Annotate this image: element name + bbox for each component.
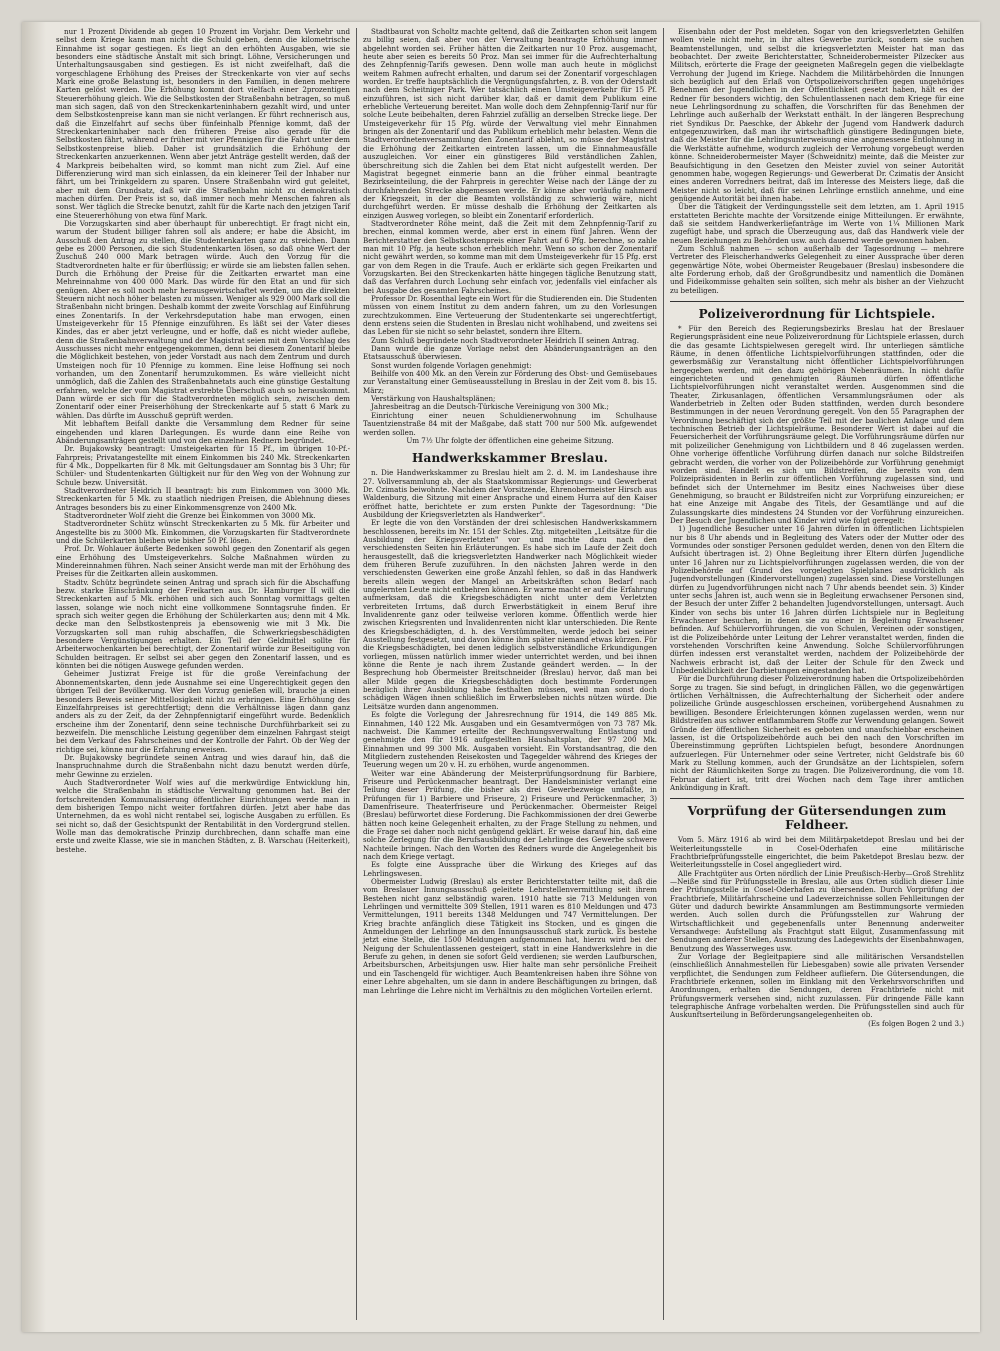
article-paragraph: Verstärkung von Haushaltsplänen; (371, 394, 496, 404)
article-paragraph: Weiter war eine Abänderung der Meisterprüfungsordnung für Barbiere, Friseure und Perückenmacher beantragt. Der Handelsminister verlangt eine Teilung dieser Prüfung, die bisher als drei Gewerbezweige umfaßte, in Prüfungen für 1) Barbiere und Friseure, 2) Friseure und Perückenmacher, 3) Damenfriseure. Theaterfriseure und Perückenmacher. Obermeister Reigel (Breslau) befürwortet diese Forderung. Die Fachkommissionen der drei Gewerbe hätten noch keine Gelegenheit erhalten, zu der Frage Stellung zu nehmen, und die Frage sei daher noch nicht genügend geklärt. Er weise darauf hin, daß eine solche Zerlegung für die Berufsausbildung der Lehrlinge des Gewerbe schwere Nachteile bringen. Nach den Worten des Redners wurde die Angelegenheit bis nach dem Kriege vertagt. (363, 768, 657, 861)
column-1 (50, 28, 357, 1320)
article-paragraph: Beihilfe von 400 Mk. an den Verein zur Förderung des Obst- und Gemüsebaues zur Veranstaltung einer Gemüseausstellung in Breslau in der Zeit vom 8. bis 15. März; (363, 369, 657, 395)
centered-note: Um 7½ Uhr folgte der öffentlichen eine geheime Sitzung. (406, 435, 614, 445)
article-paragraph: Mit lebhaftem Beifall dankte die Versammlung dem Redner für seine eingehenden und klaren Darlegungen. Es wurde dann eine Reihe von Abänderungsanträgen gestellt und von den einzelnen Rednern begründet. (56, 419, 350, 445)
article-paragraph: Prof. Dr. Wohlauer äußerte Bedenken sowohl gegen den Zonentarif als gegen eine Erhöhung des Umsteigeverkehrs. Solche Maßnahmen würden zu Mindereinnahmen führen. Nach seiner Ansicht werde man mit der Erhöhung des Preises für die Zeitkarten allein auskommen. (56, 544, 350, 579)
article-paragraph: Es folgte eine Aussprache über die Wirkung des Krieges auf das Lehrlingswesen. (363, 860, 657, 878)
article-paragraph: Er legte die von den Vorständen der drei schlesischen Handwerkskammern beschlossenen, bereits im Nr. 151 der Schles. Ztg. mitgeteilten „Leitsätze für die Ausbildung der Kriegsverletzten" vor und machte dazu nach den verschiedensten Seiten hin Erläuterungen. Es habe sich im Laufe der Zeit doch herausgestellt, daß die kriegsverletzten Handwerker nach Möglichkeit wieder dem früheren Berufe zuzuführen. In den nächsten Jahren werde in den verschiedensten Gewerken eine große Anzahl fehlen, so daß in das Handwerk bereits allein wegen der Mangel an Arbeitskräften schon Bedarf nach ungelernten Leute nicht entbehren können. Er warne macht er auf die Erfahrung aufmerksam, daß die Kriegsbeschädigten nicht unter dem Verletzten verbreiteten Irrtums, daß durch Erwerbstätigkeit in einem Beruf ihre Invalidenrente ganz oder teilweise verloren komme. Öffentlich werde hier zwischen Kriegsrenten und Invalidenrenten nicht klar unterschieden. Die Rente des Kriegsbeschädigten, d. h. des Verstümmelten, werde jedoch bei seiner Ausstellung festgesetzt, und davon könne ihm später niemand etwas kürzen. Für die Kriegsbeschädigten, bei denen lediglich selbstverständliche Erkundigungen vorliegen, müssen natürlich immer wieder unterrichtet werden, und bei ihnen könne die Rente je nach ihrem Zustande geändert werden. — In der Besprechung hob Obermeister Breitschneider (Breslau) hervor, daß man bei aller Milde gegen die Kriegsbeschädigten doch bestimmte Forderungen bezüglich ihrer Ausbildung habe festhalten müssen, weil man sonst doch schädigen Wägen ihnen schließlich im Erwerbsleben nichts nützen würde. Die Leitsätze wurden dann angenommen. (363, 518, 657, 711)
article-paragraph: 1) Jugendliche Besucher unter 16 Jahren dürfen in öffentlichen Lichtspielen nur bis 8 Uhr abends und in Begleitung des Vaters oder der Mutter oder des Vormundes oder sonstiger Personen geduldet werden, denen von den Eltern die Aufsicht übertragen ist. 2) Ohne Begleitung ihrer Eltern dürfen Jugendliche unter 16 Jahren nur zu Lichtspielvorführungen zugelassen werden, die von der Polizeibehörde auf Grund des vorgelegten Spielplanes ausdrücklich als Jugendvorstellungen (Kindervorstellungen) zugelassen sind. Diese Vorstellungen dürfen zu Jugendvorführungen nicht nach 7 Uhr abends beendet sein. 3) Kinder unter sechs Jahren ist, auch wenn sie in Begleitung erwachsener Personen sind, der Besuch der unter Ziffer 2 behandelten Jugendvorstellungen, untersagt. Auch Kinder von sechs bis unter 16 Jahren dürfen Lichtspiele nur in Begleitung Erwachsener besuchen, in denen sie zu einer in Begleitung Erwachsener befinden. Auf Schülervorführungen, die von Schulen, Vereinen oder sonstigen, ist die Polizeibehörde unter Leitung der Lehrer veranstaltet werden, finden die vorstehenden Vorschriften keine Anwendung. Solche Schülervorführungen dürfen indessen erst veranstaltet werden, nachdem der Polizeibehörde der Nachweis erbracht ist, daß der Leiter der Schule für den Zweck und Unbedenklichkeit der Darbietungen eingestanden hat. (670, 524, 964, 676)
article-paragraph: Sonst wurden folgende Vorlagen genehmigt: (371, 360, 532, 370)
article-paragraph: Die Vorzugskarten sind aber überhaupt für unberechtigt. Er fragt nicht ein, warum der Student billiger fahren soll als andere; er habe die Absicht, im Ausschuß den Antrag zu stellen, die Studentenkarten ganz zu streichen. Dann gebe es 2000 Personen, die sich Studentenkarten lösen, so daß ohne Wert der Zuschuß 240 000 Mark betragen würde. Auch den Vorzug für die Stadtverordneten halte er für überflüssig; er würde sie am liebsten fallen sehen. Durch die Erhöhung der Preise für die Zeitkarten erwartet man eine Mehreinnahme von 400 000 Mark. Das würde für den Etat an und für sich genügen. Aber es soll noch mehr herausgewirtschaftet werden, um die direkten Steuern nicht noch höher belasten zu müssen. Weniger als 929 000 Mark soll die Straßenbahn nicht bringen. Deshalb kommt der zweite Vorschlag auf Einführung eines Zonentarifs. In der Verkehrsdeputation habe man erwogen, einen Umsteigeverkehr für 15 Pfennige einzuführen. Es läßt sei der Vater dieses Kindes, das er aber jetzt verleugne, und er hoffe, daß es nicht wieder auflebe, denn die Straßenbahnverwaltung und der Magistrat seien mit dem Vorschlag des Ausschusses nicht mehr entgegengekommen, denn bei diesem Zonentarif bleibe die Möglichkeit bestehen, von jeder Vorstadt aus nach dem Zentrum und durch Umsteigen noch für 10 Pfennige zu kommen. Eine leise Hoffnung sei noch vorhanden, um den Zonentarif herumzukommen. Es wäre vielleicht nicht unmöglich, daß die Zahlen des Straßenbahnetats auch eine günstige Gestaltung erfahren, welche der vom Magistrat erstrebte Überschuß auch so herauskommt. Dann würde er sich für die Stadtverordneten möglich sein, zwischen dem Zonentarif oder einer Preiserhöhung der Streckenkarte auf 5 statt 6 Mark zu wählen. Das dürfte im Ausschuß geprüft werden. (56, 218, 350, 420)
article-paragraph: Dr. Bujakowsky beantragt: Umsteigekarten für 15 Pf., im übrigen 10-Pf.-Fahrpreis; Privatangestellte mit einem Einkommen bis 240 Mk. Streckenkarten für 4 Mk., Doppelkarten für 8 Mk. mit Geltungsdauer am Sonntag bis 3 Uhr; für Schüler- und Studentenkarten Gültigkeit nur für den Weg von der Wohnung zur Schule bezw. Universität. (56, 444, 350, 487)
column-3 (664, 28, 970, 1320)
column-2 (357, 28, 664, 1320)
article-paragraph: Es folgte die Vorlegung der Jahresrechnung für 1914, die 149 885 Mk. Einnahmen, 140 122 Mk. Ausgaben und ein Gesamtvermögen von 73 787 Mk. nachweist. Die Kammer erteilte der Rechnungsverwaltung Entlastung und genehmigte den für 1916 aufgestellten Haushaltsplan, der 97 200 Mk. Einnahmen und 99 300 Mk. Ausgaben vorsieht. Ein Vorstandsantrag, die den Mitgliedern zustehenden Reisekosten und Tagegelder während des Krieges der Teuerung wegen um 20 v. H. zu erhöhen, wurde angenommen. (363, 710, 657, 770)
newspaper-page (22, 22, 980, 1332)
article-paragraph: Dr. Bujakowsky begründete seinen Antrag und wies darauf hin, daß die Inanspruchnahme durch die Straßenbahn nicht dazu benutzt werden dürfe, mehr Gewinne zu erzielen. (56, 752, 350, 779)
columns-container (50, 28, 970, 1320)
article-paragraph: nur 1 Prozent Dividende ab gegen 10 Prozent im Vorjahr. Dem Verkehr und selbst dem Kriege kann man nicht die Schuld geben, denn die kilometrische Einnahme ist sogar gestiegen. Es liegt an den erhöhten Ausgaben, wie sie besonders eine städtische Anstalt mit sich bringt. Löhne, Versicherungen und Unterhaltungsausgaben sind gestiegen. Es ist nicht zweifelhaft, daß die vorgeschlagene Erhöhung des Preises der Streckenkarte von vier auf sechs Mark eine große Belastung ist, besonders in den Familien, in denen mehrere Karten gelöst werden. Die Erhöhung kommt dort vielfach einer 2prozentigen Steuererhöhung gleich. Wie die Selbstkosten der Straßenbahn betragen, so muß man sich sagen, daß von den Streckenkarteninhabern gezahlt wird, und unter dem Selbstkostenpreise kann man sie nicht verlangen. Er führt rechnerisch aus, daß die Einzelfahrt auf sechs über fünfeinhalb Pfennige kommt, daß der Streckenkarteninhaber nach den früheren Preise also gerade für die Selbstkosten fährt, während er früher mit vier Pfennigen für die Fahrt unter dem Selbstkostenpreise blieb. Daher ist grundsätzlich die Erhöhung der Streckenkarten anzuerkennen. Wenn aber jetzt Anträge gestellt werden, daß der 4 Markpreis beibehalten wird, so kommt man nicht zum Ziel. Auf eine Differenzierung wird man sich einlassen, da ein kleinerer Teil der Inhaber nur fährt, um bei Trinkgeldern zu sparen. Unsere Straßenbahn wird gut geleitet, aber mit dem Grundsatz, daß wir die Straßenbahn nicht zu demokratisch machen dürfen. Der Preis ist so, daß immer noch mehr Menschen fahren als sonst. Wer täglich die Strecke benutzt, zahlt für die Karte nach den jetzigen Tarif eine Steuererhöhung von etwa fünf Mark. (56, 28, 350, 220)
article-paragraph: Einrichtung einer neuen Schuldienerwohnung im Schulhause Tauentzienstraße 84 mit der Maßgabe, daß statt 700 nur 500 Mk. aufgewendet werden sollen. (363, 410, 657, 437)
article-paragraph: Stadtverordneter Röhe meint, daß die Zeit mit dem Zehnpfennig-Tarif zu brechen, einmal kommen werde, aber erst in einem fünf Jahren. Wenn der Berichterstatter den Selbstkostenpreis einer Fahrt auf 6 Pfg. berechne, so zahle man mit 10 Pfg. ja heute schon erheblich mehr. Wenn so schon der Zonentarif nicht gewährt werden, so komme man mit dem Umsteigeverkehr für 15 Pfg. erst gar von dem Regen in die Traufe. Auch er erklärte sich gegen Freikarten und Vorzugskarten. Bei den Streckenkarten hätte hingegen tägliche Benutzung statt, daß das Verfahren durch Lochung sehr einfach vor, jedenfalls viel einfacher als bei Ausgabe des gesamten Fahrscheines. (363, 218, 657, 295)
article-paragraph: * Für den Bereich des Regierungsbezirks Breslau hat der Breslauer Regierungspräsident eine neue Polizeiverordnung für Lichtspiele erlassen, durch die das gesamte Lichtspielwesen geregelt wird. Ihr unterliegen sämtliche Räume, in denen öffentliche Lichtspielvorführungen stattfinden, oder die gewerbsmäßig zur Veranstaltung nicht öffentlicher Lichtspielvorführungen hergegeben werden, mit den dazu gehörigen Nebenräumen. In nicht dafür eingerichteten und genehmigten Räumen dürfen öffentliche Lichtspielvorführungen nicht veranstaltet werden. Ausgenommen sind die Theater, Zirkusanlagen, öffentlichen Versammlungsräumen oder als Wanderbetrieb in Zelten oder Buden stattfinden, werden durch besondere Bestimmungen in der neuen Verordnung geregelt. Von den 55 Paragraphen der Verordnung beschäftigt sich der größte Teil mit der baulichen Anlage und dem technischen Betrieb der Lichtspielräume. Besonderer Wert ist dabei auf die Feuersicherheit der Vorführungsräume gelegt. Die Vorführungsräume dürfen nur mit polizeilicher Genehmigung von Lichtbildern und 8 46 zugelassen werden. Ohne vorherige öffentliche Vorführung dürfen danach nur solche Bildstreifen gebracht werden, die vorher von der Polizeibehörde zur Vorführung genehmigt worden sind. Handelt es sich um Bildstreifen, die bereits von dem Polizeipräsidenten in Berlin zur öffentlichen Vorführung zugelassen sind, und befindet sich der Unternehmer im Besitz eines Nachweises über diese Genehmigung, so braucht er Bildstreifen nicht zur Vorprüfung einzureichen; er hat eine Anzeige mit Angabe des Titels, der Gesamtlänge und auf die Zulassungskarte dies mindestens 24 Stunden vor der Vorführung einzureichen. Der Besuch der Jugendlichen und Kinder wird wie folgt geregelt: (670, 324, 964, 525)
article-paragraph: Für die Durchführung dieser Polizeiverordnung haben die Ortspolizeibehörden Sorge zu tragen. Sie sind befugt, in dringlichen Fällen, wo die gegenwärtigen örtlichen Verhältnissen, die Aufrechterhaltung der Sicherheit oder andere polizeiliche Gründe ausgeschlossen erscheinen, vorübergehend Ausnahmen zu bewilligen. Besondere Erleichterungen können zugelassen werden, wenn nur Bildstreifen aus schwer entflammbarem Stoffe zur Verwendung gelangen. Soweit Gründe der öffentlichen Sicherheit es geboten und unaufschiebbar erscheinen lassen, ist die Ortspolizeibehörde auch bei den nach den Vorschriften im Übereinstimmung geprüften Lichtspielen befugt, besondere Anordnungen aufzuerlegen. Für Unternehmer oder seine Vertreter, nicht Geldstrafe bis 60 Mark zu Stellung kommen, auch der Grundsätze an der Lichtspielen, sofern nicht der Räumlichkeiten Sorge zu tragen. Die Polizeiverordnung, die vom 18. Februar datiert ist, tritt drei Wochen nach dem Tage ihrer amtlichen Ankündigung in Kraft. (670, 674, 964, 792)
article-paragraph: Eisenbahn oder der Post meldeten. Sogar von den kriegsverletzten Gehilfen wollen viele nicht mehr, in ihr altes Gewerbe zurück, sondern sie suchen Beamtenstellungen, und selbst die kriegsverletzten Meister hat man das beobachtet. Der zweite Berichterstatter, Schneiderobermeister Pilzecker aus Militsch, erörterte die Frage der geeigneten Maßregeln gegen die vielbeklagte Verrohung der Jugend im Kriege. Nachdem die Militärbehörden die Innungen sich bezüglich auf den Erlaß von Ortspolizeivorschriften gegen ungehöriges Benehmen der Jugendlichen in der Öffentlichkeit gesetzt haben, hält es der Redner für besonders wichtig, den Schulentlassenen nach dem Kriege für eine neue Lehrlingsordnung zu schaffen, die Vorschriften für das Benehmen der Lehrlinge auch außerhalb der Werkstatt enthält. In der längeren Besprechung riet Syndikus Dr. Paeschke, der Abkehr der Jugend vom Handwerk dadurch entgegenzuwirken, daß man ihr wirtschaftlich günstigere Bedingungen biete, daß die Meister für die Lehrlingsunterweisung eine angemessene Entlohnung in die Werkstätte aufnehme, wodurch zugleich der Verrohung vorgebeugt werden könne. Schneiderobermeister Mayer (Schweidnitz) meinte, daß die Meister zur Beaufsichtigung in den Gesetzen den Meister zuviel von seiner Autorität genommen habe, wogegen Regierungs- und Gewerberat Dr. Czimatis der Ansicht eines anderen Vorredners beitrat, daß im Interesse des Meisters liege, daß die Meister nicht so leicht, daß für seinen Lehrlinge ernstlich annehme, und eine genügende Autorität bei ihnen habe. (670, 28, 964, 203)
article-paragraph: Jahresbeitrag an die Deutsch-Türkische Vereinigung von 300 Mk.; (371, 402, 609, 412)
article-paragraph: n. Die Handwerkskammer zu Breslau hielt am 2. d. M. im Landeshause ihre 27. Vollversammlung ab, der als Staatskommissar Regierungs- und Gewerberat Dr. Czimatis beiwohnte. Nachdem der Vorsitzende, Ehrenobermeister Hirsch aus Waldenburg, die Sitzung mit einer Ansprache und einem Hurra auf den Kaiser eröffnet hatte, berichtete er zum ersten Punkte der Tagesordnung: "Die Ausbildung der Kriegsverletzten als Handwerker". (363, 468, 657, 519)
article-paragraph: Dann wurde die ganze Vorlage nebst den Abänderungsanträgen an den Etatsausschuß überwiesen. (363, 344, 657, 362)
article-paragraph: Stadtv. Schütz begründete seinen Antrag und sprach sich für die Abschaffung bezw. starke Einschränkung der Freikarten aus. Dr. Hamburger II will die Streckenkarten auf 5 Mk. erhöhen und sich auch Sonntag vormittags gelten lassen, solange wie noch nicht eine vollkommene Sonntagsruhe finden. Er sprach sich weiter gegen die Erhöhung der Schülerkarten aus; denn mit 4 Mk. decke man den Selbstkostenpreis ja ebensowenig wie mit 3 Mk. Die Vorzugskarten soll man ruhig abschaffen, die Schwerkriegsbeschädigten besondere Vergünstigungen erhalten. Ein Teil der Geldmittel sollte für Arbeiterwochenkarten bei berechtigt, der Zonentarif würde zur Beseitigung von Schulden beitragen. Er selbst sei aber gegen den Zonentarif lassen, und es könnten bei die nötigen Auswege gefunden werden. (56, 577, 350, 671)
article-paragraph: Über die Tätigkeit der Verdingungsstelle seit dem letzten, am 1. April 1915 erstatteten Berichte machte der Vorsitzende einige Mitteilungen. Er erwähnte, daß sie seitdem Handwerkerliefanträge im Werte von 1¼ Millionen Mark zugefügt habe, und sprach die Überzeugung aus, daß das Handwerk viele der neuen Beziehungen zu Behörden usw. auch dauernd werde gewonnen haben. (670, 202, 964, 245)
article-paragraph: Zur Vorlage der Begleitpapiere sind alle militärischen Versandstellen (einschließlich Annahmestellen für Liebesgaben) sowie alle privaten Versender verpflichtet, die Sendungen zum Feldheer aufliefern. Die Gütersendungen, die Frachtbriefe erkennen, sollen im Einklang mit den Verkehrsvorschriften und Anordnungen, erhalten die Sendungen, deren Frachtbriefe nicht mit Prüfungsvermerk versehen sind, nicht zuzulassen. Für dringende Fälle kann telegraphische Anfrage vorbehalten werden. Die Prüfungsstellen sind auch für Auskunftserteilung in Beförderungsangelegenheiten ob. (670, 952, 964, 1020)
article-paragraph: Stadtverordneter Wolf zieht die Grenze bei Einkommen von 3000 Mk. (64, 510, 316, 520)
article-paragraph: Auch Stadtverordneter Wolf wies auf die merkwürdige Entwicklung hin, welche die Straßenbahn in städtische Verwaltung genommen hat. Bei der fortschreitenden Kommunalisierung öffentlicher Einrichtungen werde man in dem bisherigen Tempo nicht weiter fortfahren dürfen. Jetzt aber habe das Unternehmen, da es wohl nicht rentabel sei, logische Ausgaben zu erfüllen. Es sei nicht so, daß der Gesichtspunkt der Rentabilität in den Vordergrund stellen. Wolle man das demokratische Prinzip durchbrechen, dann schaffe man eine erste und zweite Klasse, wie sie in manchen Städten, z. B. Warschau (Heiterkeit), bestehe. (56, 777, 350, 854)
article-paragraph: Zum Schluß begründete noch Stadtverordneter Heidrich II seinen Antrag. (371, 335, 639, 345)
article-paragraph: Stadtbaurat von Scholtz machte geltend, daß die Zeitkarten schon seit langem zu billig seien, daß aber von der Verwaltung beantragte Erhöhung immer abgelehnt worden sei. Früher hätten die Zeitkarten nur 10 Proz. ausgemacht, heute aber seien es bereits 50 Proz. Man sei immer für die Aufrechterhaltung des Zehnpfennig-Tarifs gewesen. Denn wolle man auch heute in möglichst weitem Rahmen aufrecht erhalten, und darum sei der Zonentarif vorgeschlagen worden. Er treffe hauptsächlich die Vergnügungsfahrten, z. B. von der Oderstadt nach dem Scheitniger Park. Wer tatsächlich einen Umsteigeverkehr für 15 Pf. einzuführen, ist sich nicht darüber klar, daß er damit dem Publikum eine erhebliche Verteuerung bereitet. Man wolle doch dem Zehnpfennig-Tarif nur für solche Leute beibehalten, deren Fahrziel zufällig an derselben Strecke liege. Der Umsteigeverkehr für 15 Pfg. würde der Verwaltung viel mehr Einnahmen bringen als der Zonentarif und das Publikum erheblich mehr belasten. Wenn die Stadtverordnetenversammlung den Zonentarif ablehnt, so müsse der Magistrat die Erhöhung der Zeitkarten eintreten lassen, um die Einnahmeausfälle auszugleichen. Vor einer ein günstigeres Bild verständlichen Zahlen, überschreitung sich die Zahlen bei dem Etat nicht aufgestellt werden. Der Magistrat begegnet einmerie bann an die früher einmal beantragte Bezirkseinteilung, die der Fahrpreis in gerechter Weise nach der Länge der zu durchfahrenden Strecke abgemessen werde. Er könne aber vorläufig nahmerd der Kriegszeit, in der die Beamten vollständig zu schwierig wäre, nicht durchgeführt werden. Er müsse deshalb die Erhöhung der Zeitkarten als einzigen Ausweg vorlegen, so bleibt ein Zonentarif erforderlich. (363, 28, 657, 220)
continuation-note: (Es folgen Bogen 2 und 3.) (868, 1018, 964, 1028)
article-paragraph: Stadtverordneter Schütz wünscht Streckenkarten zu 5 Mk. für Arbeiter und Angestellte bis zu 3000 Mk. Einkommen, die Vorzugskarten für Stadtverordnete und die Schülerkarten bleiben wie bisher 50 Pf. lösen. (56, 519, 350, 545)
article-headline: Handwerkskammer Breslau. (411, 451, 609, 466)
article-paragraph: Professor Dr. Rosenthal legte ein Wort für die Studierenden ein. Die Studenten müssen von einem Institut zu dem andern fahren, um zu den Vorlesungen zurechtzukommen. Eine Verteuerung der Studentenkarte sei ungerechtfertigt, denn erstens seien die Studenten in Breslau nicht wohlhabend, und zweitens sei das Leben für sie nicht so sehr belastet, sondern ihre Eltern. (363, 294, 657, 337)
article-paragraph: Vom 5. März 1916 ab wird bei dem Militärpaketdepot Breslau und bei der Weiterleitungsstelle in Cosel-Oderhafen eine militärische Frachtbriefprüfungsstelle eingerichtet, die beim Paketdepot Breslau bezw. der Weiterleitungsstelle in Cosel angegliedert wird. (670, 835, 964, 870)
article-paragraph: Geheimer Justizrat Freige ist für die große Vereinfachung der Abonnementskarten, denn jede Ausnahme sei eine Ungerechtigkeit gegen den übrigen Teil der Bevölkerung. Wer den Vorzug genießen will, brauche ja einen besonders Beweis seiner Mittellosigkeit nicht zu erbringen. Eine Erhöhung des Einzelfahrpreises ist gerechtfertigt; denn die Verhältnisse lägen dann ganz anders als zu der Zeit, da der Zehnpfennigtarif eingeführt wurde. Bedenklich erscheine ihm der Zonentarif, denn seine technische Durchführbarkeit sei zu bezweifeln. Die menschliche Leistung gegenüber dem einzelnen Fahrgast steigt bei dem Verkauf des Fahrscheines und der Kontrolle der Fahrt. Ob der Weg der richtige sei, könne nur die Erfahrung erweisen. (56, 669, 350, 754)
article-paragraph: Obermeister Ludwig (Breslau) als erster Berichterstatter teilte mit, daß die vom Breslauer Innungsausschuß geleitete Lehrstellenvermittlung seit ihrem Bestehen nicht ganz selbständig waren. 1910 hatte sie 713 Meldungen von Lehrlingen und vermittelte 309 Stellen, 1911 waren es 810 Meldungen und 473 Vermittelungen, 1911 bereits 1348 Meldungen und 747 Vermittelungen. Der Krieg brachte anfänglich diese Tätigkeit ins Stocken, und es gingen die Anmeldungen der Lehrlinge an den Innungsausschuß stark zurück. Es bestehe jetzt eine Stelle, die 1500 Meldungen aufgenommen hat, hierzu wird bei der Neigung der Schulentlassenen gesteigert, statt in eine Handwerkslehre in die Berufe zu gehen, in denen sie sofort Geld verdienen; sie werden Laufburschen, Arbeitsburschen, Arbeitsjungen usw. Hier halte man sehr persönliche Freiheit und ein Taschengeld für wichtiger. Auch Beamtenkreisen haben ihre Söhne von einer Lehre abgehalten, um sie dann in andere Beschäftigungen zu bringen, daß man Lehrlinge die Lehre nicht im Verhältnis zu den möglichen Vorteilen erlernt. (363, 877, 657, 995)
article-headline: Polizeiverordnung für Lichtspiele. (670, 301, 964, 321)
article-paragraph: Stadtverordneter Heidrich II beantragt: bis zum Einkommen von 3000 Mk. Streckenkarten für 5 Mk. zu staatlich niedrigen Preisen, die Ablehnung dieses Antrages besonders bis zu einer Einkommensgrenze von 2400 Mk. (56, 485, 350, 512)
article-headline: Vorprüfung der Gütersendungen zum Feldheer. (670, 798, 964, 832)
article-paragraph: Zum Schluß nahmen — schon außerhalb der Tagesordnung — mehrere Vertreter des Fleischerhandwerks Gelegenheit zu einer Aussprache über deren gegenwärtige Nöte, wobei Obermeister Reugebauer (Breslau) insbesondere die alte Forderung erhob, daß der Großgrundbesitz und namentlich die Domänen und Fideikommisse gehalten sein sollten, sich mehr als bisher an der Viehzucht zu beteiligen. (670, 243, 964, 295)
page-fold-shadow (22, 22, 46, 1332)
article-paragraph: Alle Frachtgüter aus Orten nördlich der Linie Preußisch-Herby—Groß Strehlitz—Neiße sind für Prüfungsstelle in Breslau, alle aus Orten südlich dieser Linie der Prüfungsstelle in Cosel-Oderhafen zu übersenden. Durch Vorprüfung der Frachtbriefe, Militärfahrscheine und Ladeverzeichnisse sollen Fehlleitungen der Güter und dadurch bewirkte Ansammlungen am Bestimmungsorte vermieden werden. Auch sollen durch die Prüfungsstellen zur Wahrung der Wirtschaftlichkeit und gegebenenfalls unter Benennung anderweiter Versandwege: Aufstellung als Frachtgut statt Eilgut, Zusammenfassung mit Sendungen anderer Stellen, Ausnutzung des Ladegewichts der Eisenbahnwagen, Benutzung des Wasserweges usw. (670, 868, 964, 953)
